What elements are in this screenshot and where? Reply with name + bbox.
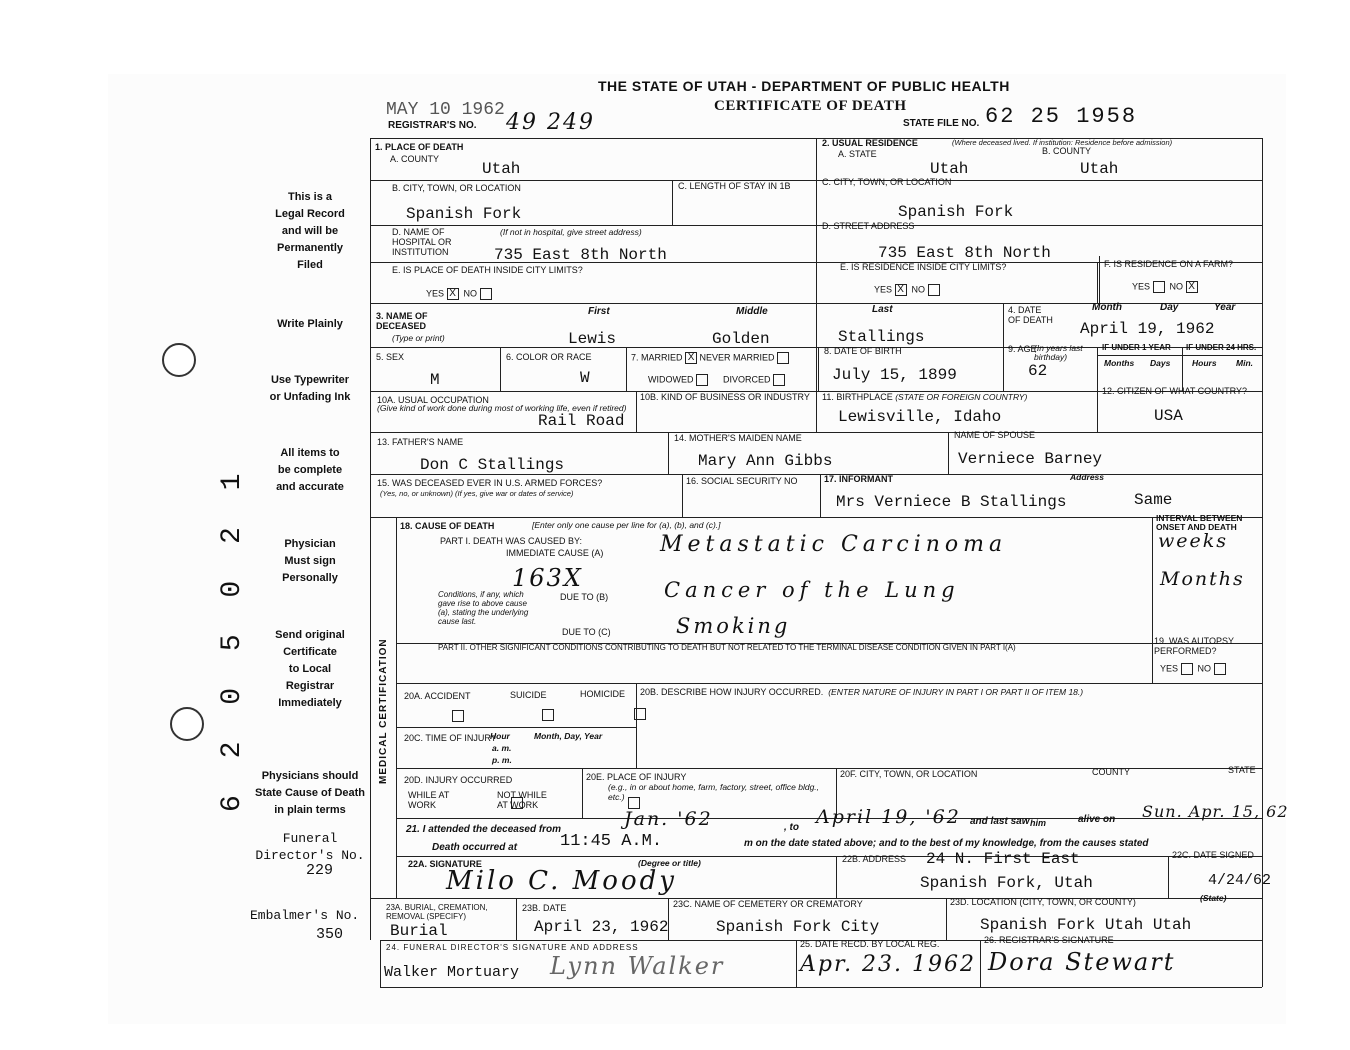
pm-label: p. m. bbox=[492, 755, 512, 765]
age-sub: (In years last birthday) bbox=[1034, 343, 1083, 362]
mortuary-value: Walker Mortuary bbox=[384, 964, 520, 981]
cemetery-label: 23C. NAME OF CEMETERY OR CREMATORY bbox=[673, 899, 863, 909]
write-plainly-note: Write Plainly bbox=[277, 318, 343, 330]
death-year-label: Year bbox=[1214, 302, 1236, 313]
hospital-label: D. NAME OF HOSPITAL OR INSTITUTION bbox=[392, 227, 452, 257]
registrar-signature-label: 26. REGISTRAR'S SIGNATURE bbox=[984, 935, 1114, 945]
informant-address-value: Same bbox=[1134, 491, 1173, 509]
first-name-label: First bbox=[588, 306, 610, 317]
residence-inside-no-checkbox[interactable] bbox=[928, 284, 940, 296]
burial-date-label: 23B. DATE bbox=[522, 903, 567, 913]
days-label: Days bbox=[1150, 358, 1171, 368]
death-inside-city-yes: YES X NO bbox=[426, 288, 492, 300]
length-of-stay-label: C. LENGTH OF STAY IN 1B bbox=[678, 181, 791, 191]
age-label: 9. AGE bbox=[1008, 344, 1037, 354]
widowed-checkbox[interactable] bbox=[696, 374, 708, 386]
autopsy-options: YES NO bbox=[1160, 663, 1226, 675]
autopsy-label: 19. WAS AUTOPSY PERFORMED? bbox=[1154, 636, 1234, 656]
months-label: Months bbox=[1104, 358, 1135, 368]
while-at-work-label: WHILE AT WORK bbox=[408, 790, 450, 810]
suicide-checkbox[interactable] bbox=[542, 709, 554, 721]
cemetery-location-value: Spanish Fork Utah Utah bbox=[980, 916, 1192, 934]
sex-value: M bbox=[430, 371, 440, 389]
residence-city-label: C. CITY, TOWN, OR LOCATION bbox=[822, 177, 952, 187]
cause-terms-note: Physicians should State Cause of Death in plain terms bbox=[254, 770, 366, 816]
death-inside-no-checkbox[interactable] bbox=[480, 288, 492, 300]
death-inside-yes-checkbox[interactable]: X bbox=[447, 288, 459, 300]
death-occurred-label: Death occurred at bbox=[432, 842, 518, 853]
spouse-label: NAME OF SPOUSE bbox=[954, 430, 1036, 440]
under-1-year-label: IF UNDER 1 YEAR bbox=[1102, 343, 1171, 352]
embalmer-label: Embalmer's No. bbox=[250, 908, 360, 923]
immediate-cause-value: Metastatic Carcinoma bbox=[660, 532, 1008, 557]
due-to-b-label: DUE TO (B) bbox=[560, 592, 609, 602]
last-name-label: Last bbox=[872, 304, 893, 315]
residence-state-label: A. STATE bbox=[838, 149, 877, 159]
social-security-label: 16. SOCIAL SECURITY NO bbox=[686, 476, 798, 486]
date-of-death-label: 4. DATE OF DEATH bbox=[1008, 305, 1053, 325]
injury-city-label: 20F. CITY, TOWN, OR LOCATION bbox=[840, 769, 978, 779]
burial-date-value: April 23, 1962 bbox=[534, 918, 669, 936]
death-month-label: Month bbox=[1092, 302, 1122, 313]
signature-label: 22A. SIGNATURE bbox=[408, 859, 482, 869]
attestation-text: m on the date stated above; and to the best of my knowledge, from the causes stated bbox=[744, 838, 1149, 849]
attended-from-label: 21. I attended the deceased from bbox=[406, 824, 562, 835]
embalmer-number: 350 bbox=[316, 926, 344, 943]
birthplace-value: Lewisville, Idaho bbox=[838, 408, 1002, 426]
marital-status: 7. MARRIED X NEVER MARRIED bbox=[631, 352, 789, 364]
medical-certification-label: MEDICAL CERTIFICATION bbox=[378, 638, 389, 784]
death-city-label: B. CITY, TOWN, OR LOCATION bbox=[392, 183, 521, 193]
physician-address-line1: 24 N. First East bbox=[926, 850, 1080, 868]
minutes-label: Min. bbox=[1236, 358, 1253, 368]
physician-address-line2: Spanish Fork, Utah bbox=[920, 874, 1093, 892]
armed-forces-note: (Yes, no, or unknown) (If yes, give war or dates of service) bbox=[380, 489, 574, 498]
armed-forces-label: 15. WAS DECEASED EVER IN U.S. ARMED FORCES? bbox=[377, 478, 603, 488]
injury-county-label: COUNTY bbox=[1092, 767, 1130, 777]
cemetery-value: Spanish Fork City bbox=[716, 918, 880, 936]
farm-no-checkbox[interactable]: X bbox=[1186, 281, 1198, 293]
date-received-value: Apr. 23. 1962 bbox=[800, 952, 977, 977]
deceased-name-label: 3. NAME OF DECEASED bbox=[376, 311, 428, 331]
residence-street-value: 735 East 8th North bbox=[878, 244, 1051, 262]
am-label: a. m. bbox=[492, 743, 512, 753]
last-name-value: Stallings bbox=[838, 328, 925, 346]
state-department-heading: THE STATE OF UTAH - DEPARTMENT OF PUBLIC HEALTH bbox=[598, 78, 1010, 94]
usual-residence-label: 2. USUAL RESIDENCE bbox=[822, 138, 918, 148]
state-file-label: STATE FILE NO. bbox=[903, 118, 980, 129]
suicide-label: SUICIDE bbox=[510, 690, 547, 700]
part-one-label: PART I. DEATH WAS CAUSED BY: bbox=[440, 536, 583, 546]
time-of-injury-label: 20C. TIME OF INJURY bbox=[404, 733, 497, 743]
date-signed-value: 4/24/62 bbox=[1208, 872, 1272, 889]
business-label: 10B. KIND OF BUSINESS OR INDUSTRY bbox=[640, 392, 810, 402]
under-24-hrs-label: IF UNDER 24 HRS. bbox=[1186, 343, 1257, 352]
place-of-death-label: 1. PLACE OF DEATH bbox=[375, 142, 464, 152]
cause-of-death-note: [Enter only one cause per line for (a), (b), and (c).] bbox=[532, 520, 721, 530]
degree-label: (Degree or title) bbox=[638, 858, 701, 868]
residence-inside-yes-checkbox[interactable]: X bbox=[895, 284, 907, 296]
cemetery-state-label: (State) bbox=[1200, 893, 1227, 903]
vertical-record-number: 6 2 0 5 0 2 1 bbox=[217, 463, 248, 812]
registrar-signature: Dora Stewart bbox=[988, 948, 1176, 976]
residence-street-label: D. STREET ADDRESS bbox=[822, 221, 915, 231]
residence-farm-options: YES NO X bbox=[1132, 281, 1198, 293]
him-label: him bbox=[1030, 818, 1047, 828]
disposition-label: 23A. BURIAL, CREMATION, REMOVAL (SPECIFY) bbox=[386, 903, 488, 921]
death-time-value: 11:45 A.M. bbox=[560, 832, 663, 851]
state-file-number: 62 25 1958 bbox=[985, 104, 1138, 129]
hour-label: Hour bbox=[490, 731, 510, 741]
immediate-cause-label: IMMEDIATE CAUSE (A) bbox=[506, 548, 604, 558]
death-day-label: Day bbox=[1160, 302, 1179, 313]
race-label: 6. COLOR OR RACE bbox=[506, 352, 592, 362]
residence-county-label: B. COUNTY bbox=[1042, 146, 1092, 156]
place-of-injury-note: (e.g., in or about home, farm, factory, street, office bldg., etc.) bbox=[608, 782, 820, 802]
race-value: W bbox=[580, 369, 590, 387]
accident-checkbox[interactable] bbox=[452, 710, 464, 722]
usual-residence-note: (Where deceased lived. If institution: Residence before admission) bbox=[952, 138, 1173, 147]
residence-farm-label: F. IS RESIDENCE ON A FARM? bbox=[1104, 259, 1234, 269]
spouse-value: Verniece Barney bbox=[958, 450, 1103, 468]
place-of-injury-label: 20E. PLACE OF INJURY bbox=[586, 772, 687, 782]
citizenship-value: USA bbox=[1154, 407, 1183, 425]
injury-state-label: STATE bbox=[1228, 765, 1256, 775]
residence-inside-city-options: YES X NO bbox=[874, 284, 940, 296]
punch-hole bbox=[170, 707, 204, 741]
attended-to-label: , to bbox=[784, 822, 799, 833]
informant-address-label: Address bbox=[1070, 472, 1105, 482]
hours-label: Hours bbox=[1192, 358, 1217, 368]
received-date-stamp: MAY 10 1962 bbox=[386, 100, 505, 120]
alive-on-label: alive on bbox=[1078, 814, 1116, 825]
occupation-label: 10A. USUAL OCCUPATION bbox=[377, 395, 489, 405]
hospital-note: (If not in hospital, give street address) bbox=[500, 227, 642, 237]
attended-to-value: April 19, '62 bbox=[816, 806, 961, 828]
registrars-no-label: REGISTRAR'S NO. bbox=[388, 120, 477, 131]
typewriter-note: Use Typewriter or Unfading Ink bbox=[269, 374, 351, 403]
deceased-name-sub: (Type or print) bbox=[392, 333, 445, 343]
death-inside-city-label: E. IS PLACE OF DEATH INSIDE CITY LIMITS? bbox=[392, 265, 583, 275]
due-to-b-value: Cancer of the Lung bbox=[664, 578, 960, 602]
conditions-note: Conditions, if any, which gave rise to above cause (a), stating the underlying cause last. bbox=[438, 590, 529, 626]
last-seen-value: Sun. Apr. 15, 62 bbox=[1142, 802, 1289, 821]
date-signed-label: 22C. DATE SIGNED bbox=[1172, 850, 1254, 860]
informant-value: Mrs Verniece B Stallings bbox=[836, 493, 1067, 511]
autopsy-no-checkbox[interactable] bbox=[1214, 663, 1226, 675]
residence-state-value: Utah bbox=[930, 160, 969, 178]
residence-city-value: Spanish Fork bbox=[898, 203, 1014, 221]
accident-label: 20A. ACCIDENT bbox=[404, 691, 471, 701]
informant-label: 17. INFORMANT bbox=[824, 474, 894, 484]
interval-b-value: Months bbox=[1160, 568, 1245, 590]
married-checkbox[interactable]: X bbox=[685, 352, 697, 364]
cemetery-location-label: 23D. LOCATION (CITY, TOWN, OR COUNTY) bbox=[950, 897, 1136, 907]
father-name-value: Don C Stallings bbox=[420, 456, 565, 474]
physician-signature: Milo C. Moody bbox=[446, 866, 677, 896]
middle-name-label: Middle bbox=[736, 306, 768, 317]
funeral-director-label: Funeral Director's No. bbox=[255, 831, 365, 863]
mother-name-label: 14. MOTHER'S MAIDEN NAME bbox=[674, 433, 802, 443]
death-county-value: Utah bbox=[482, 160, 521, 178]
due-to-c-value: Smoking bbox=[676, 614, 791, 638]
month-day-year-label: Month, Day, Year bbox=[534, 731, 603, 741]
mother-name-value: Mary Ann Gibbs bbox=[698, 452, 833, 470]
part-two-label: PART II. OTHER SIGNIFICANT CONDITIONS CONTRIBUTING TO DEATH BUT NOT RELATED TO THE TERMINAL DISEASE CONDITION GIVEN IN PART I(A) bbox=[438, 643, 1016, 652]
homicide-label: HOMICIDE bbox=[580, 689, 625, 699]
death-city-value: Spanish Fork bbox=[406, 205, 522, 223]
funeral-director-signature-label: 24. FUNERAL DIRECTOR'S SIGNATURE AND ADDRESS bbox=[386, 943, 639, 952]
interval-label: INTERVAL BETWEEN ONSET AND DEATH bbox=[1156, 513, 1243, 532]
father-name-label: 13. FATHER'S NAME bbox=[377, 437, 464, 447]
date-of-birth-value: July 15, 1899 bbox=[832, 366, 957, 384]
physician-address-label: 22B. ADDRESS bbox=[842, 854, 907, 864]
punch-hole bbox=[162, 343, 196, 377]
death-county-label: A. COUNTY bbox=[390, 154, 440, 164]
attended-from-value: Jan. '62 bbox=[624, 808, 713, 830]
citizenship-label: 12. CITIZEN OF WHAT COUNTRY? bbox=[1102, 386, 1248, 396]
marital-status-2: WIDOWED DIVORCED bbox=[648, 374, 785, 386]
birthplace-label: 11. BIRTHPLACE (STATE OR FOREIGN COUNTRY) bbox=[822, 392, 1028, 402]
legal-record-note: This is a Legal Record and will be Permanently Filed bbox=[275, 191, 345, 271]
divorced-checkbox[interactable] bbox=[773, 374, 785, 386]
never-married-checkbox[interactable] bbox=[777, 352, 789, 364]
first-name-value: Lewis bbox=[568, 330, 617, 348]
due-to-c-label: DUE TO (C) bbox=[562, 627, 611, 637]
not-while-at-work-label: NOT WHILE AT WORK bbox=[497, 790, 547, 810]
residence-county-value: Utah bbox=[1080, 160, 1119, 178]
homicide-checkbox[interactable] bbox=[634, 708, 646, 720]
age-value: 62 bbox=[1028, 362, 1048, 380]
cause-of-death-label: 18. CAUSE OF DEATH bbox=[400, 521, 495, 531]
funeral-director-signature: Lynn Walker bbox=[550, 952, 725, 980]
middle-name-value: Golden bbox=[712, 330, 770, 348]
date-received-label: 25. DATE RECD. BY LOCAL REG. bbox=[800, 939, 940, 949]
residence-inside-city-label: E. IS RESIDENCE INSIDE CITY LIMITS? bbox=[840, 262, 1007, 272]
certificate-title: CERTIFICATE OF DEATH bbox=[714, 98, 907, 114]
sex-label: 5. SEX bbox=[376, 352, 405, 362]
send-original-note: Send original Certificate to Local Registrar Immediately bbox=[275, 629, 345, 709]
last-saw-label: and last saw bbox=[970, 816, 1030, 827]
date-of-birth-label: 8. DATE OF BIRTH bbox=[824, 346, 902, 356]
complete-note: All items to be complete and accurate bbox=[276, 447, 344, 493]
autopsy-yes-checkbox[interactable] bbox=[1181, 663, 1193, 675]
injury-description-label: 20B. DESCRIBE HOW INJURY OCCURRED. (ENTER NATURE OF INJURY IN PART I OR PART II OF ITEM 18.) bbox=[640, 687, 1084, 697]
injury-occurred-label: 20D. INJURY OCCURRED bbox=[404, 775, 513, 785]
registrars-no-value: 49 249 bbox=[506, 110, 595, 135]
interval-a-value: weeks bbox=[1158, 530, 1229, 552]
hospital-address-value: 735 East 8th North bbox=[494, 246, 667, 264]
physician-sign-note: Physician Must sign Personally bbox=[282, 538, 338, 584]
farm-yes-checkbox[interactable] bbox=[1153, 281, 1165, 293]
funeral-director-number: 229 bbox=[306, 862, 334, 879]
disease-code: 163X bbox=[512, 564, 583, 592]
disposition-value: Burial bbox=[390, 922, 448, 940]
occupation-value: Rail Road bbox=[538, 412, 625, 430]
date-of-death-value: April 19, 1962 bbox=[1080, 320, 1215, 338]
occupation-note: (Give kind of work done during most of working life, even if retired) bbox=[377, 403, 627, 413]
